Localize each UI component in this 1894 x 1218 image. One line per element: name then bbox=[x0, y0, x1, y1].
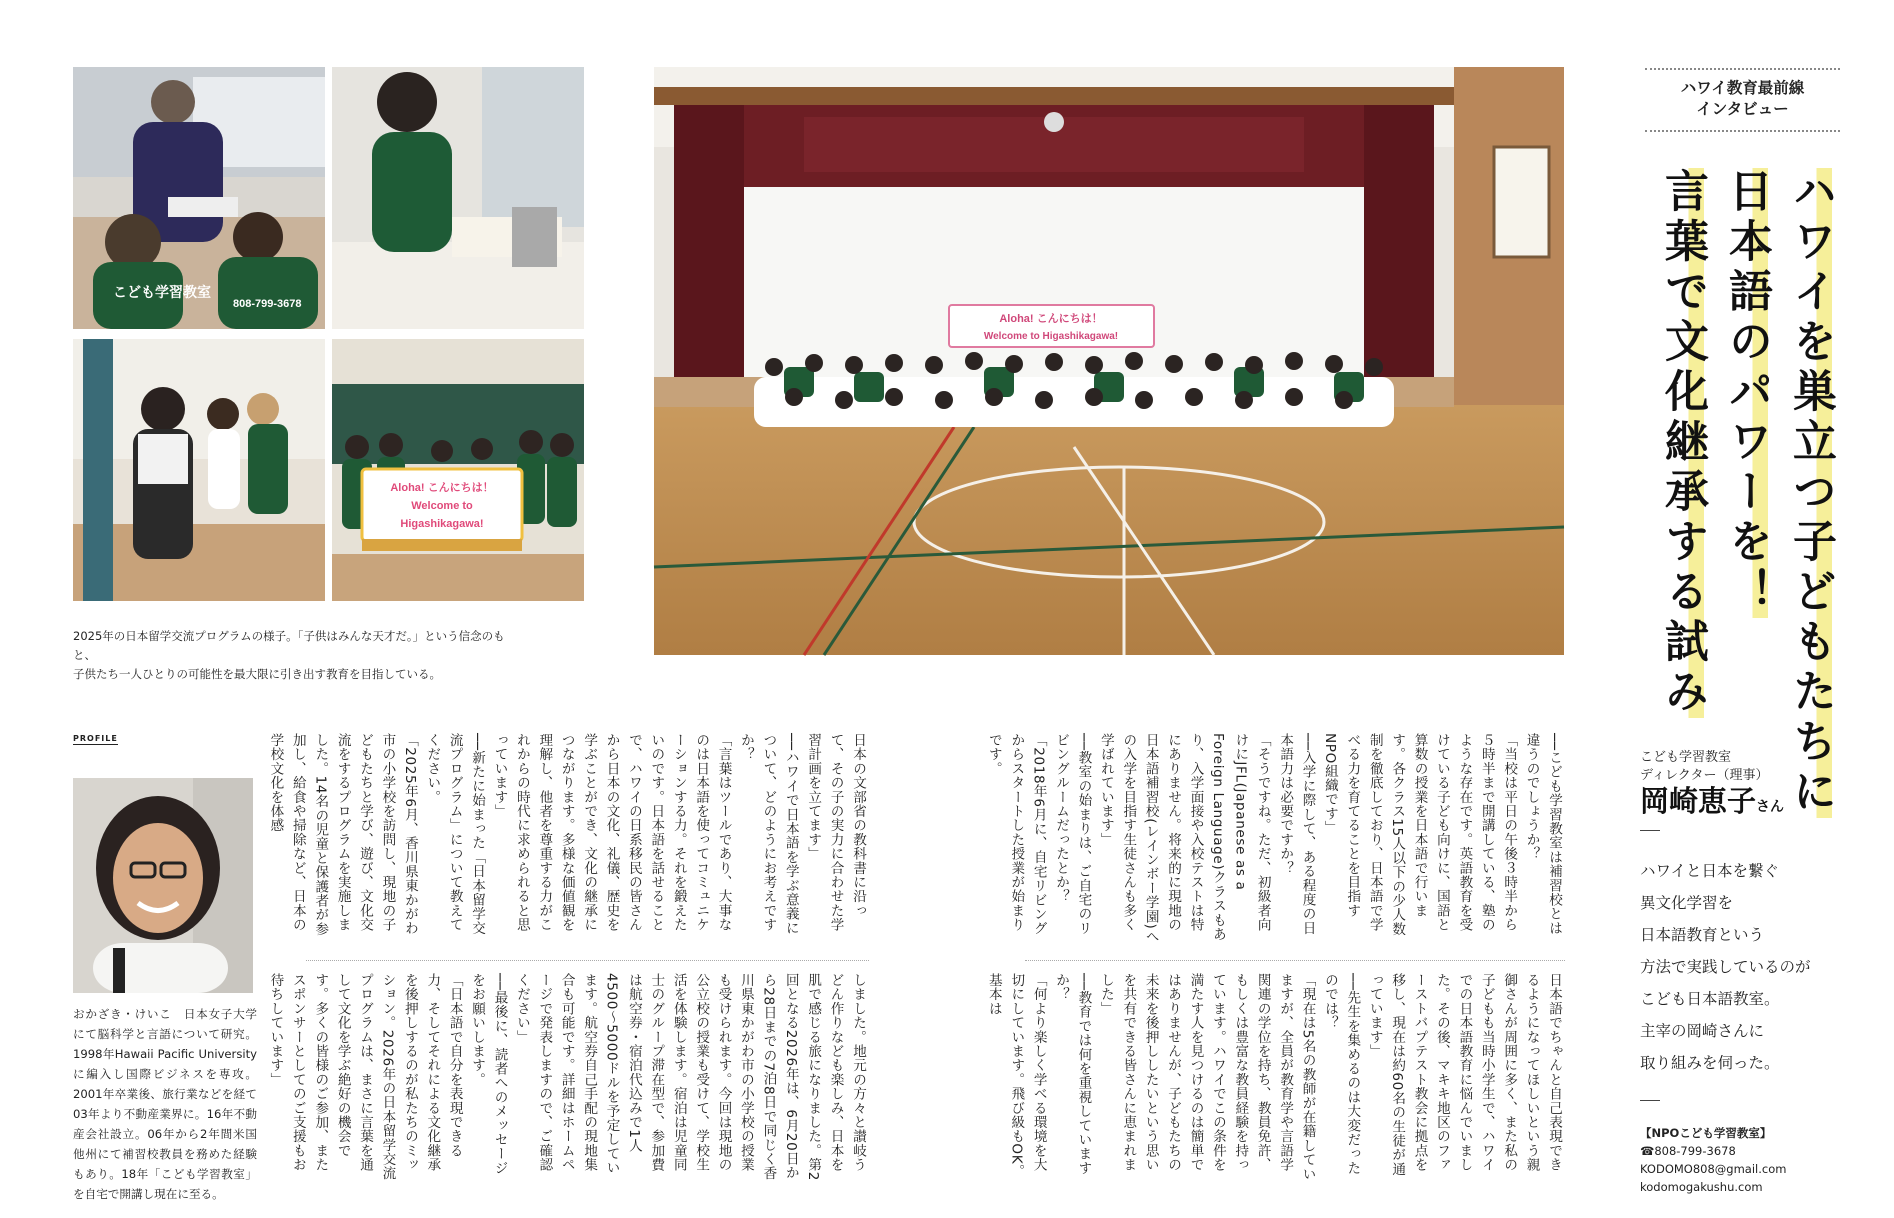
banner-line-3: Higashikagawa! bbox=[400, 518, 484, 530]
person-intro bbox=[1640, 855, 1811, 1079]
intro-line: 方法で実践しているのが bbox=[1640, 958, 1811, 976]
photo-kids-playing bbox=[73, 339, 325, 601]
main-banner: Aloha! こんにちは！ bbox=[999, 313, 1103, 325]
contact-block bbox=[1640, 1124, 1786, 1196]
caption-line-1: 2025年の日本留学交流プログラムの様子。「子供はみんな天才だ。」という信念のもと、 bbox=[73, 629, 505, 662]
kicker-bottom-rule bbox=[1645, 130, 1840, 132]
caption-line-2: 子供たち一人ひとりの可能性を最大限に引き出す教育を目指している。 bbox=[73, 667, 441, 681]
photo-fish-cutting bbox=[73, 67, 325, 329]
person-honorific: さん bbox=[1756, 799, 1785, 815]
shirt-phone: 808-799-3678 bbox=[233, 298, 302, 310]
banner-line-1: Aloha! こんにちは！ bbox=[390, 482, 494, 494]
contact-rule bbox=[1640, 1100, 1660, 1101]
photo-gym-group bbox=[654, 67, 1564, 655]
headline-col-1: ハワイを巣立つ子どもたちに bbox=[1785, 168, 1836, 818]
article-block-upper-left: 日本の文部省の教科書に沿って、その子の実力に合わせた学習計画を立てます」 ──ハワイで日本語を学ぶ意義について、どのようにお考えですか？ 「言葉はツールであり、大事なのは日本語を使ってコミュニケーションする力。それを鍛えたいのです。日本語を話せることで、ハワイの日系移民の皆さんから日本の文化、礼儀、歴史を学ぶことができ、文化の継承につながります。多様な価値観を理解し、他者を尊重する力がこれからの時代に求められると思っています」 ──新たに始まった「日本留学交流プログラム」について教えてください。 「2025年6月、香川県東かがわ市の小学校を訪問し、現地の子どもたちと学び、遊び、文化交流をするプログラムを実施しました。14名の児童と保護者が参加し、給食や掃除など、日本の学校文化を体感 bbox=[267, 733, 866, 937]
intro-line: 異文化学習を bbox=[1640, 894, 1734, 912]
contact-web[interactable]: kodomogakushu.com bbox=[1640, 1180, 1763, 1194]
intro-line: こども日本語教室。 bbox=[1640, 990, 1780, 1008]
org-line-2: ディレクター（理事） bbox=[1640, 768, 1769, 783]
article-divider-left bbox=[306, 960, 869, 961]
intro-line: 主宰の岡崎さんに bbox=[1640, 1022, 1765, 1040]
contact-phone: ☎808-799-3678 bbox=[1640, 1144, 1736, 1158]
kicker-line-2: インタビュー bbox=[1696, 100, 1789, 118]
headline-col-3: 言葉で文化継承する試み bbox=[1657, 168, 1708, 718]
kicker-line-1: ハワイ教育最前線 bbox=[1680, 79, 1805, 97]
profile-label: PROFILE bbox=[73, 734, 118, 743]
photo-girl-cooking bbox=[332, 67, 584, 329]
profile-bio: おかざき・けいこ 日本女子大学にて脳科学と言語について研究。1998年Hawaii Pacific Universityに編入し国際ビジネスを専攻。2001年卒業後、旅行業などを経て03年より不動産業界に。16年不動産会社設立。06年から2年間米国他州にて補習校教員を務めた経験もあり。18年「こども学習教室」を自宅で開講し現在に至る。 bbox=[73, 1007, 257, 1201]
portrait-photo bbox=[73, 778, 253, 993]
name-rule bbox=[1640, 830, 1660, 831]
article-block-lower-left: しました。地元の方々と讃岐うどん作りなども楽しみ、日本を肌で感じる旅になりました。第2回となる2026年は、6月20日から28日までの7泊8日で同じく香川県東かがわ市の小学校の授業も受けられます。今回は現地の公立校の授業も受けて、学校生活を体験します。宿泊は児童同士のグループ滞在型で、参加費は航空券・宿泊代込みで1人4500〜5000ドルを予定しています。航空券自己手配の現地集合も可能です。詳細はホームページで発表しますので、ご確認ください」 ──最後に、読者へのメッセージをお願いします。 「日本語で自分を表現できる力、そしてそれによる文化継承を後押しするのが私たちのミッション。2026年の日本留学交流プログラムは、まさに言葉を通して文化を学ぶ絶好の機会です。多くの皆様のご参加、またスポンサーとしてのご支援もお待ちしています」 bbox=[267, 973, 866, 1182]
kicker bbox=[1645, 78, 1840, 120]
contact-org: 【NPOこども学習教室】 bbox=[1640, 1126, 1772, 1140]
org-line-1: こども学習教室 bbox=[1640, 750, 1732, 765]
article-block-upper-right: ──こども学習教室は補習校とは違うのでしょうか？ 「当校は平日の午後３時半から５時半まで開講している、塾のような存在です。英語教育を受けている子ども向けに、国語と算数の授業を日本語で行います。各クラス15人以下の少人数制を徹底しており、日本語で学べる力を育てることを目指すNPO組織です」 ──入学に際して、ある程度の日本語力は必要ですか？ 「そうですね。ただ、初級者向けにJFL(Japanese as a Foreign Language)クラスもあり、入学面接や入校テストは特にありません。将来的に現地の日本語補習校(レインボー学園)への入学を目指す生徒さんも多く学ばれています」 ──教室の始まりは、ご自宅のリビングルームだったとか？ 「2018年6月に、自宅リビングからスタートした授業が始まりです。 bbox=[985, 733, 1562, 944]
article-divider-right bbox=[1025, 960, 1565, 961]
banner-line-2: Welcome to bbox=[411, 500, 473, 512]
intro-line: ハワイと日本を繋ぐ bbox=[1640, 862, 1780, 880]
photo-group-blackboard bbox=[332, 339, 584, 601]
shirt-text: こども学習教室 bbox=[113, 284, 211, 300]
article-block-lower-right: 日本語でちゃんと自己表現できるようになってほしいという親御さんが周囲に多く、また私の子どもも当時小学生で、ハワイでの日本語教育に悩んでいました。その後、マキキ地区のファーストバプテスト教会に拠点を移し、現在は約60名の生徒が通っています」 ──先生を集めるのは大変だったのでは？ 「現在は5名の教師が在籍していますが、全員が教育学や言語学関連の学位を持ち、教員免許、もしくは豊富な教員経験を持っています。ハワイでこの条件を満たす人を見つけるのは簡単ではありませんが、子どもたちの未来を後押ししたいという思いを共有できる皆さんに恵まれました」 ──教育では何を重視していますか？ 「何より楽しく学べる環境を大切にしています。飛び級もOK。基本は bbox=[985, 973, 1562, 1182]
photo-caption bbox=[73, 627, 513, 684]
intro-line: 取り組みを伺った。 bbox=[1640, 1054, 1780, 1072]
main-banner-sub: Welcome to Higashikagawa! bbox=[983, 331, 1119, 342]
person-name bbox=[1640, 779, 1784, 820]
headline-col-2: 日本語のパワーを！ bbox=[1721, 168, 1772, 618]
kicker-top-rule bbox=[1645, 68, 1840, 70]
person-name-text: 岡崎恵子 bbox=[1640, 784, 1757, 818]
intro-line: 日本語教育という bbox=[1640, 926, 1765, 944]
contact-email[interactable]: KODOMO808@gmail.com bbox=[1640, 1162, 1787, 1176]
